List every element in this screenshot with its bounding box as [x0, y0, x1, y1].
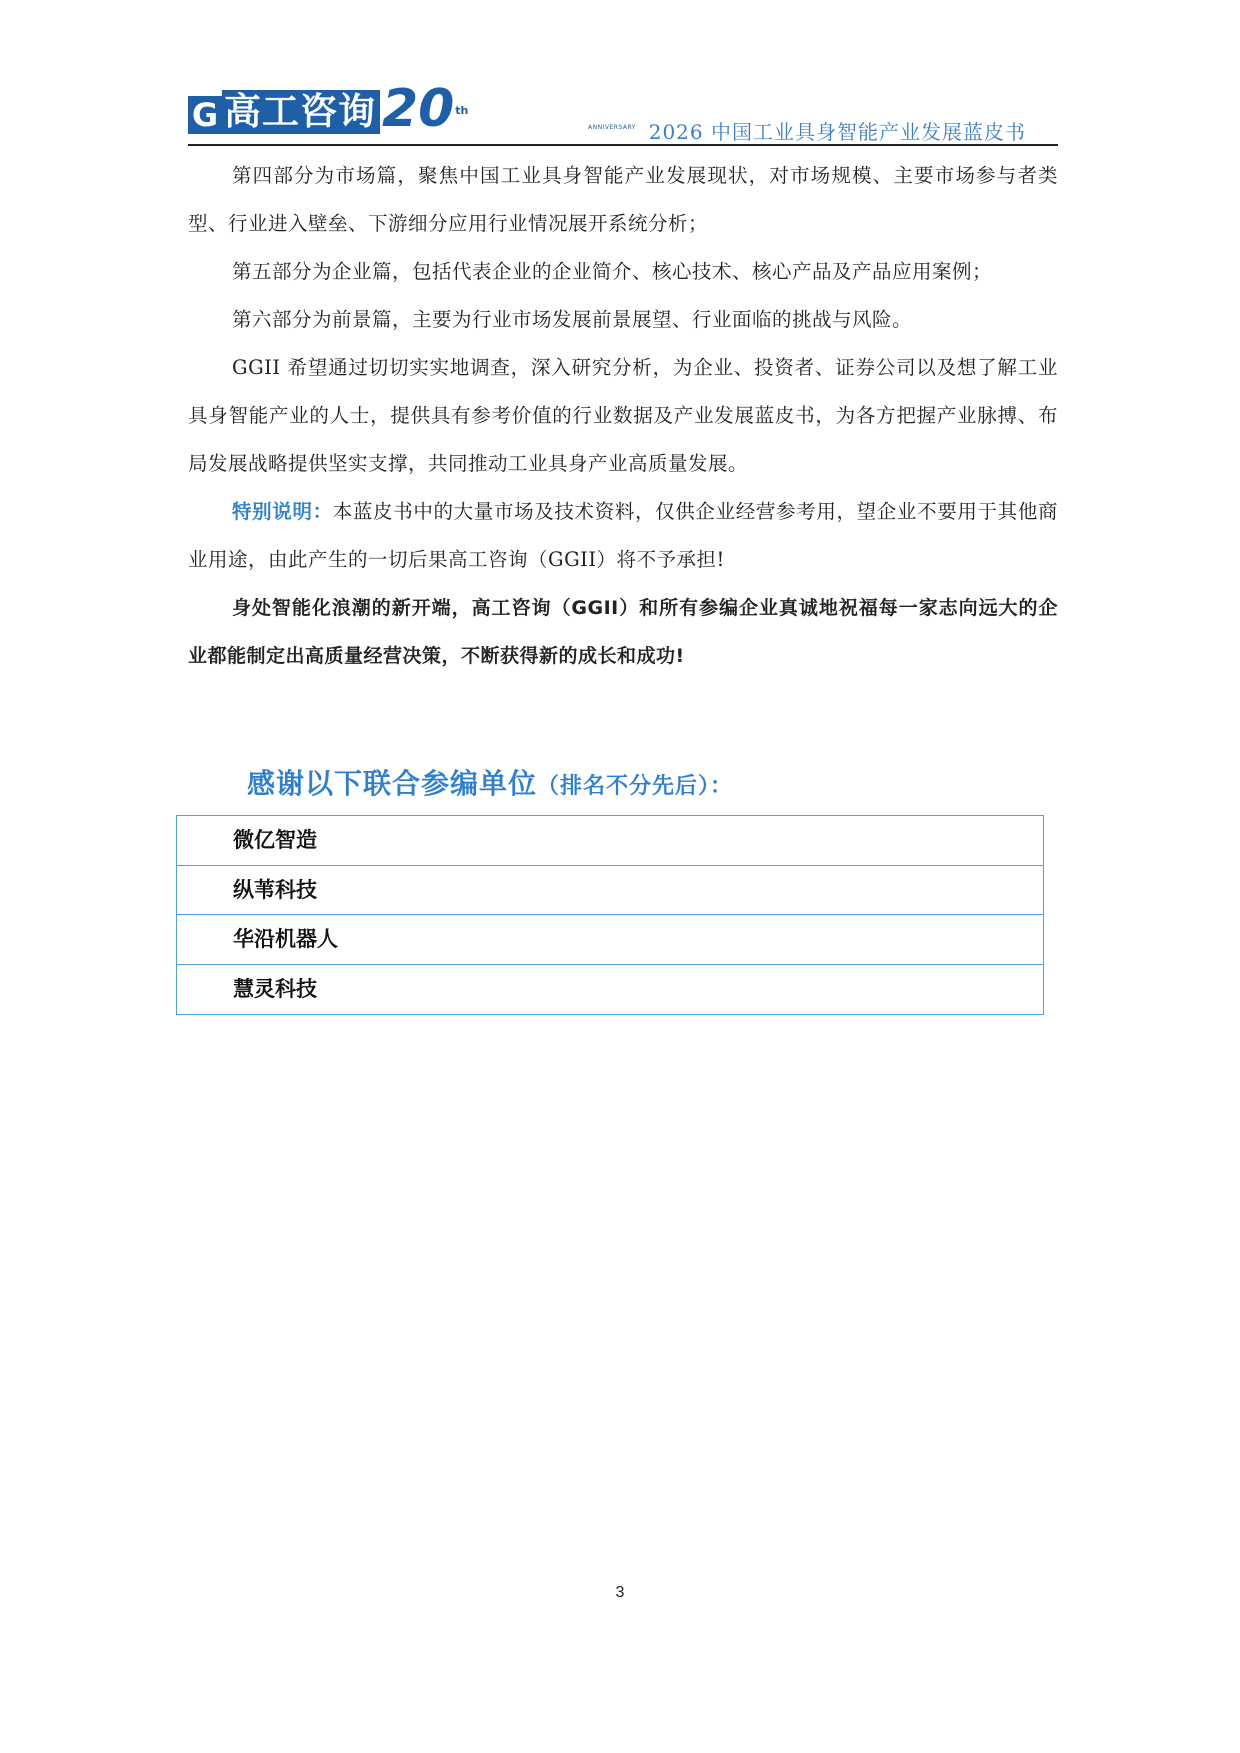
logo-anniversary-label: ANNIVERSARY [588, 124, 636, 131]
partner-table [176, 815, 1044, 1015]
partner-row: 微亿智造 [177, 816, 1043, 866]
logo-anniversary-number [382, 79, 469, 139]
special-note-label: 特别说明： [232, 500, 333, 523]
logo-number: 20 [382, 79, 455, 139]
acknowledgement-heading [247, 762, 733, 802]
logo-superscript: th [455, 104, 469, 117]
paragraph-part-six: 第六部分为前景篇，主要为行业市场发展前景展望、行业面临的挑战与风险。 [232, 308, 913, 331]
paragraph-closing: 身处智能化浪潮的新开端，高工咨询（GGII）和所有参编企业真诚地祝福每一家志向远大的企业都能制定出高质量经营决策，不断获得新的成长和成功! [188, 597, 1058, 667]
paragraph-part-five: 第五部分为企业篇，包括代表企业的企业简介、核心技术、核心产品及产品应用案例； [232, 260, 993, 283]
paragraph-ggii-mission: GGII 希望通过切切实实地调查，深入研究分析，为企业、投资者、证券公司以及想了解工业具身智能产业的人士，提供具有参考价值的行业数据及产业发展蓝皮书，为各方把握产业脉搏、布局发展战略提供坚实支撑，共同推动工业具身产业高质量发展。 [188, 356, 1058, 475]
document-title: 2026 中国工业具身智能产业发展蓝皮书 [648, 120, 1026, 144]
page-number: 3 [615, 1584, 625, 1601]
logo-g-mark: G [188, 96, 222, 134]
partner-row: 纵苇科技 [177, 866, 1043, 916]
acknowledgement-subtitle: （排名不分先后）： [537, 774, 734, 799]
company-logo [188, 79, 469, 139]
partner-row: 慧灵科技 [233, 976, 317, 1001]
paragraph-special-note [188, 488, 1058, 584]
acknowledgement-title: 感谢以下联合参编单位 [247, 767, 538, 800]
header-divider [188, 144, 1058, 146]
logo-text: 高工咨询 [222, 90, 380, 134]
partner-row: 华沿机器人 [177, 915, 1043, 965]
page-header [188, 79, 1058, 144]
special-note-text: 本蓝皮书中的大量市场及技术资料，仅供企业经营参考用，望企业不要用于其他商业用途，由此产生的一切后果高工咨询（GGII）将不予承担! [188, 500, 1058, 571]
body-content [188, 152, 1058, 680]
paragraph-part-four: 第四部分为市场篇，聚焦中国工业具身智能产业发展现状，对市场规模、主要市场参与者类型、行业进入壁垒、下游细分应用行业情况展开系统分析； [188, 164, 1058, 235]
